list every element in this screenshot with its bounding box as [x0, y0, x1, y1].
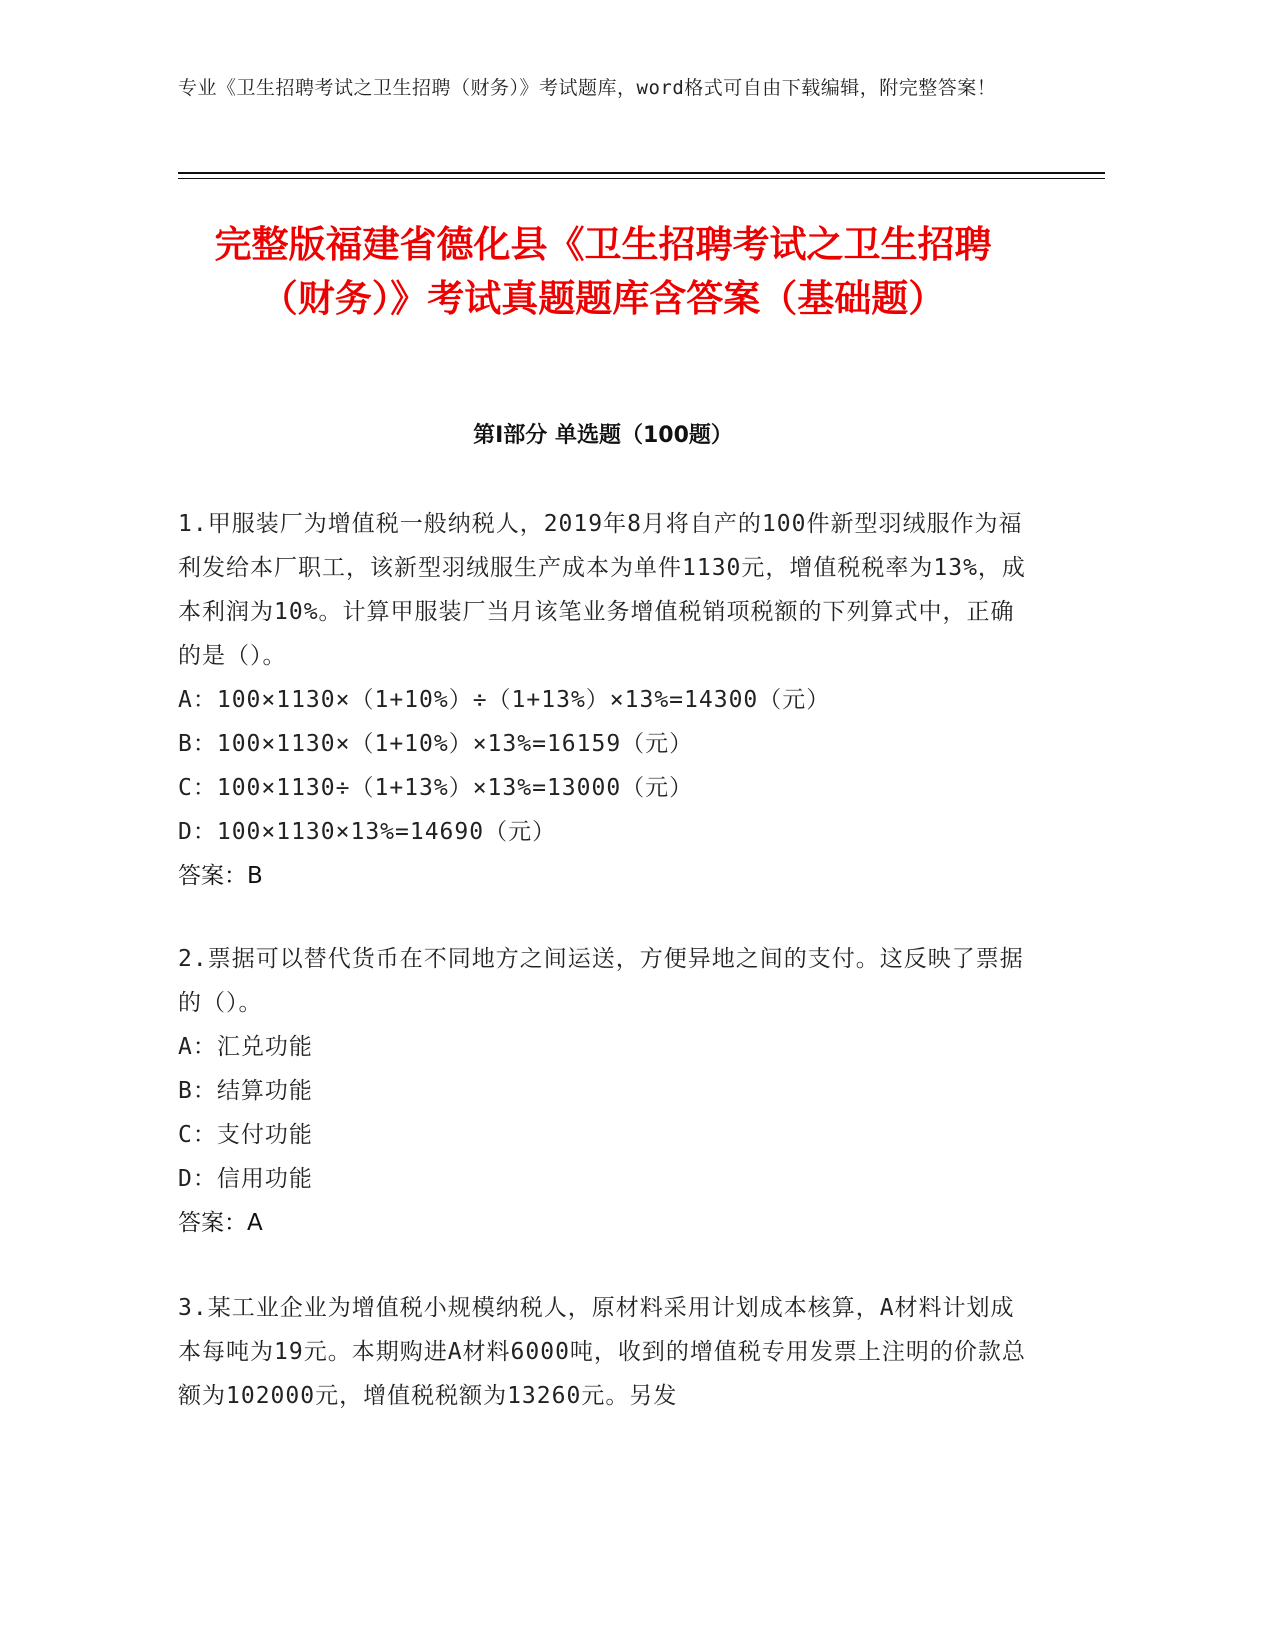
question-2: [178, 937, 1028, 1245]
option-d: D：100×1130×13%=14690（元）: [178, 819, 557, 845]
option-a: A：100×1130×（1+10%）÷（1+13%）×13%=14300（元）: [178, 687, 831, 713]
section-heading: 第Ⅰ部分 单选题（100题）: [473, 423, 733, 448]
option-b: B：结算功能: [178, 1078, 313, 1104]
option-c: C：支付功能: [178, 1122, 313, 1148]
question-stem: 1.甲服装厂为增值税一般纳税人，2019年8月将自产的100件新型羽绒服作为福利发给本厂职工，该新型羽绒服生产成本为单件1130元，增值税税率为13%，成本利润为10%。计算甲服装厂当月该笔业务增值税销项税额的下列算式中，正确的是（）。: [178, 511, 1026, 669]
document-title: 完整版福建省德化县《卫生招聘考试之卫生招聘（财务）》考试真题题库含答案（基础题）: [214, 223, 992, 320]
question-stem: 3.某工业企业为增值税小规模纳税人，原材料采用计划成本核算，A材料计划成本每吨为19元。本期购进A材料6000吨，收到的增值税专用发票上注明的价款总额为102000元，增值税税额为13260元。另发: [178, 1295, 1026, 1409]
header-divider-thick: [178, 172, 1105, 174]
header-note: 专业《卫生招聘考试之卫生招聘（财务）》考试题库，word格式可自由下载编辑，附完整答案！: [178, 77, 997, 99]
option-c: C：100×1130÷（1+13%）×13%=13000（元）: [178, 775, 694, 801]
answer: 答案：A: [178, 1210, 263, 1236]
question-stem: 2.票据可以替代货币在不同地方之间运送，方便异地之间的支付。这反映了票据的（）。: [178, 946, 1024, 1016]
question-3: [178, 1286, 1028, 1418]
option-d: D：信用功能: [178, 1166, 313, 1192]
question-1: [178, 502, 1028, 898]
option-a: A：汇兑功能: [178, 1034, 313, 1060]
answer: 答案：B: [178, 863, 263, 889]
option-b: B：100×1130×（1+10%）×13%=16159（元）: [178, 731, 694, 757]
header-divider-thin: [178, 178, 1105, 179]
